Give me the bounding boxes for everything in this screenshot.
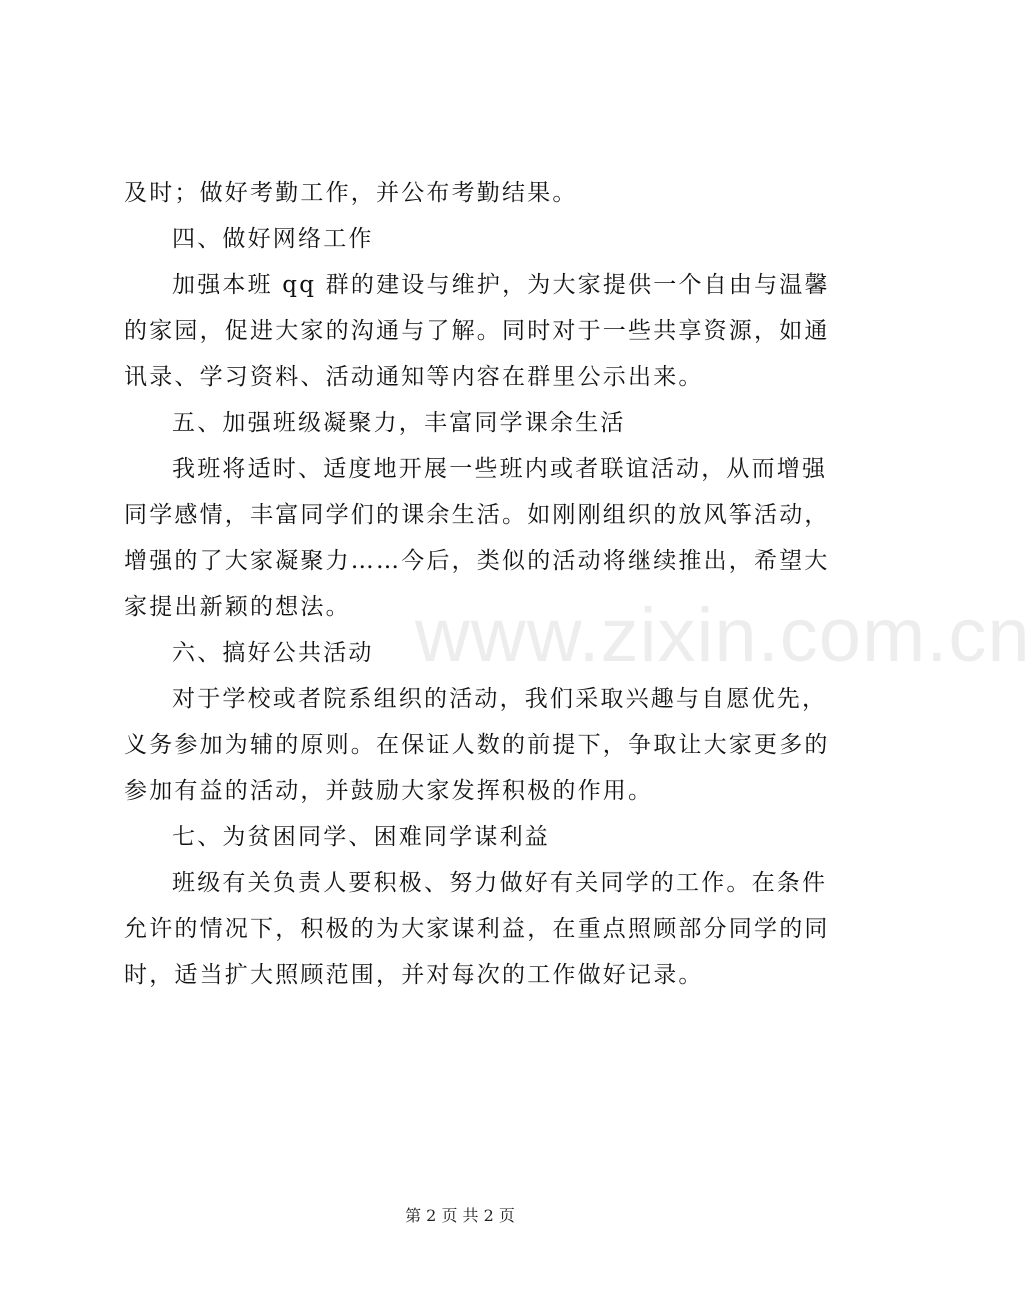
text-line: 加强本班 qq 群的建设与维护，为大家提供一个自由与温馨 bbox=[172, 272, 830, 298]
text-line: 增强的了大家凝聚力……今后，类似的活动将继续推出，希望大 bbox=[124, 548, 830, 574]
text-line: 义务参加为辅的原则。在保证人数的前提下，争取让大家更多的 bbox=[124, 732, 830, 758]
text-line: 允许的情况下，积极的为大家谋利益，在重点照顾部分同学的同 bbox=[124, 916, 830, 942]
page-number-footer: 第 2 页 共 2 页 bbox=[405, 1206, 515, 1225]
text-line: 家提出新颖的想法。 bbox=[124, 594, 351, 620]
section-heading-4: 四、做好网络工作 bbox=[172, 226, 374, 252]
document-body bbox=[124, 170, 830, 998]
text-line: 时，适当扩大照顾范围，并对每次的工作做好记录。 bbox=[124, 962, 704, 988]
watermark: www.zixin.com.cn bbox=[415, 593, 1031, 678]
section-heading-7: 七、为贫困同学、困难同学谋利益 bbox=[172, 824, 550, 850]
section-heading-5: 五、加强班级凝聚力，丰富同学课余生活 bbox=[172, 410, 626, 436]
text-line: 班级有关负责人要积极、努力做好有关同学的工作。在条件 bbox=[172, 870, 828, 896]
section-heading-6: 六、搞好公共活动 bbox=[172, 640, 374, 666]
text-line: 我班将适时、适度地开展一些班内或者联谊活动，从而增强 bbox=[172, 456, 828, 482]
text-line: 同学感情，丰富同学们的课余生活。如刚刚组织的放风筝活动， bbox=[124, 502, 830, 528]
text-line: 对于学校或者院系组织的活动，我们采取兴趣与自愿优先， bbox=[172, 686, 828, 712]
text-line: 讯录、学习资料、活动通知等内容在群里公示出来。 bbox=[124, 364, 704, 390]
text-line: 参加有益的活动，并鼓励大家发挥积极的作用。 bbox=[124, 778, 654, 804]
text-line: 的家园，促进大家的沟通与了解。同时对于一些共享资源，如通 bbox=[124, 318, 830, 344]
text-line: 及时；做好考勤工作，并公布考勤结果。 bbox=[124, 180, 578, 206]
